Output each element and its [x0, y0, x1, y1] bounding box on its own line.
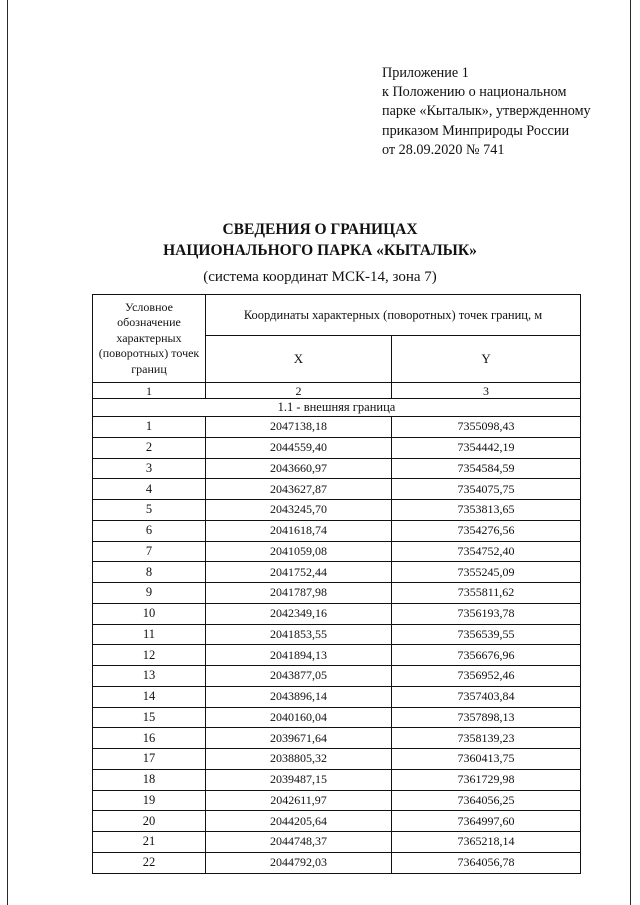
- point-cell: 17: [93, 749, 206, 770]
- point-cell: 22: [93, 852, 206, 873]
- y-coordinate-cell: 7357898,13: [392, 707, 581, 728]
- coordinates-table-body: [93, 399, 581, 874]
- point-cell: 7: [93, 541, 206, 562]
- y-coordinate-cell: 7355811,62: [392, 583, 581, 604]
- point-cell: 6: [93, 520, 206, 541]
- point-cell: 1: [93, 417, 206, 438]
- point-cell: 10: [93, 603, 206, 624]
- point-cell: 18: [93, 769, 206, 790]
- y-coordinate-cell: 7356193,78: [392, 603, 581, 624]
- y-coordinate-cell: 7354075,75: [392, 479, 581, 500]
- table-row: [93, 479, 581, 500]
- document-subtitle: (система координат МСК-14, зона 7): [203, 269, 437, 285]
- y-coordinate-cell: 7365218,14: [392, 832, 581, 853]
- x-coordinate-cell: 2043627,87: [206, 479, 392, 500]
- header-x: X: [206, 336, 392, 383]
- x-coordinate-cell: 2044205,64: [206, 811, 392, 832]
- table-row: [93, 603, 581, 624]
- y-coordinate-cell: 7364056,25: [392, 790, 581, 811]
- point-cell: 15: [93, 707, 206, 728]
- table-row: [93, 417, 581, 438]
- point-cell: 8: [93, 562, 206, 583]
- header-coordinates: Координаты характерных (поворотных) точек границ, м: [206, 295, 581, 336]
- table-row: [93, 500, 581, 521]
- x-coordinate-cell: 2042349,16: [206, 603, 392, 624]
- table-row: [93, 686, 581, 707]
- y-coordinate-cell: 7360413,75: [392, 749, 581, 770]
- appendix-line: Приложение 1: [382, 65, 469, 81]
- y-coordinate-cell: 7354752,40: [392, 541, 581, 562]
- x-coordinate-cell: 2047138,18: [206, 417, 392, 438]
- section-label: 1.1 - внешняя граница: [93, 399, 581, 417]
- y-coordinate-cell: 7354276,56: [392, 520, 581, 541]
- table-row: [93, 437, 581, 458]
- x-coordinate-cell: 2043896,14: [206, 686, 392, 707]
- table-row: [93, 769, 581, 790]
- appendix-note: [382, 64, 632, 160]
- table-row: [93, 645, 581, 666]
- x-coordinate-cell: 2040160,04: [206, 707, 392, 728]
- y-coordinate-cell: 7357403,84: [392, 686, 581, 707]
- table-row: [93, 666, 581, 687]
- point-cell: 20: [93, 811, 206, 832]
- y-coordinate-cell: 7353813,65: [392, 500, 581, 521]
- x-coordinate-cell: 2043245,70: [206, 500, 392, 521]
- x-coordinate-cell: 2043877,05: [206, 666, 392, 687]
- point-cell: 12: [93, 645, 206, 666]
- scan-edge-left: [7, 0, 8, 905]
- x-coordinate-cell: 2039487,15: [206, 769, 392, 790]
- table-row: [93, 458, 581, 479]
- x-coordinate-cell: 2039671,64: [206, 728, 392, 749]
- x-coordinate-cell: 2041752,44: [206, 562, 392, 583]
- y-coordinate-cell: 7361729,98: [392, 769, 581, 790]
- x-coordinate-cell: 2042611,97: [206, 790, 392, 811]
- appendix-line: от 28.09.2020 № 741: [382, 141, 505, 158]
- appendix-line: к Положению о национальном: [382, 84, 567, 101]
- header-point-designation: Условное обозначение характерных (поворотных) точек границ: [93, 295, 206, 383]
- header-y: Y: [392, 336, 581, 383]
- x-coordinate-cell: 2041853,55: [206, 624, 392, 645]
- y-coordinate-cell: 7358139,23: [392, 728, 581, 749]
- x-coordinate-cell: 2041894,13: [206, 645, 392, 666]
- y-coordinate-cell: 7355245,09: [392, 562, 581, 583]
- y-coordinate-cell: 7355098,43: [392, 417, 581, 438]
- table-row: [93, 707, 581, 728]
- x-coordinate-cell: 2041618,74: [206, 520, 392, 541]
- column-number: 1: [93, 383, 206, 399]
- column-number: 3: [392, 383, 581, 399]
- table-row: [93, 520, 581, 541]
- x-coordinate-cell: 2038805,32: [206, 749, 392, 770]
- point-cell: 14: [93, 686, 206, 707]
- table-row: [93, 749, 581, 770]
- table-row: [93, 541, 581, 562]
- x-coordinate-cell: 2043660,97: [206, 458, 392, 479]
- point-cell: 11: [93, 624, 206, 645]
- coordinates-table-header: [93, 295, 581, 399]
- point-cell: 3: [93, 458, 206, 479]
- table-row: [93, 728, 581, 749]
- document-title-line-2: НАЦИОНАЛЬНОГО ПАРКА «КЫТАЛЫК»: [163, 242, 477, 259]
- point-cell: 13: [93, 666, 206, 687]
- y-coordinate-cell: 7356539,55: [392, 624, 581, 645]
- x-coordinate-cell: 2044748,37: [206, 832, 392, 853]
- table-row: [93, 624, 581, 645]
- table-row: [93, 852, 581, 873]
- point-cell: 4: [93, 479, 206, 500]
- appendix-line: парке «Кыталык», утвержденному: [382, 103, 591, 120]
- table-row: [93, 832, 581, 853]
- y-coordinate-cell: 7356676,96: [392, 645, 581, 666]
- y-coordinate-cell: 7354584,59: [392, 458, 581, 479]
- table-row: [93, 562, 581, 583]
- y-coordinate-cell: 7364997,60: [392, 811, 581, 832]
- x-coordinate-cell: 2041059,08: [206, 541, 392, 562]
- y-coordinate-cell: 7356952,46: [392, 666, 581, 687]
- x-coordinate-cell: 2044792,03: [206, 852, 392, 873]
- point-cell: 5: [93, 500, 206, 521]
- point-cell: 21: [93, 832, 206, 853]
- point-cell: 9: [93, 583, 206, 604]
- coordinates-table: [92, 294, 581, 874]
- appendix-line: приказом Минприроды России: [382, 122, 570, 139]
- table-row: [93, 583, 581, 604]
- point-cell: 19: [93, 790, 206, 811]
- point-cell: 16: [93, 728, 206, 749]
- y-coordinate-cell: 7354442,19: [392, 437, 581, 458]
- document-title-line-1: СВЕДЕНИЯ О ГРАНИЦАХ: [222, 221, 418, 238]
- table-row: [93, 811, 581, 832]
- x-coordinate-cell: 2044559,40: [206, 437, 392, 458]
- y-coordinate-cell: 7364056,78: [392, 852, 581, 873]
- column-number: 2: [206, 383, 392, 399]
- table-row: [93, 790, 581, 811]
- point-cell: 2: [93, 437, 206, 458]
- x-coordinate-cell: 2041787,98: [206, 583, 392, 604]
